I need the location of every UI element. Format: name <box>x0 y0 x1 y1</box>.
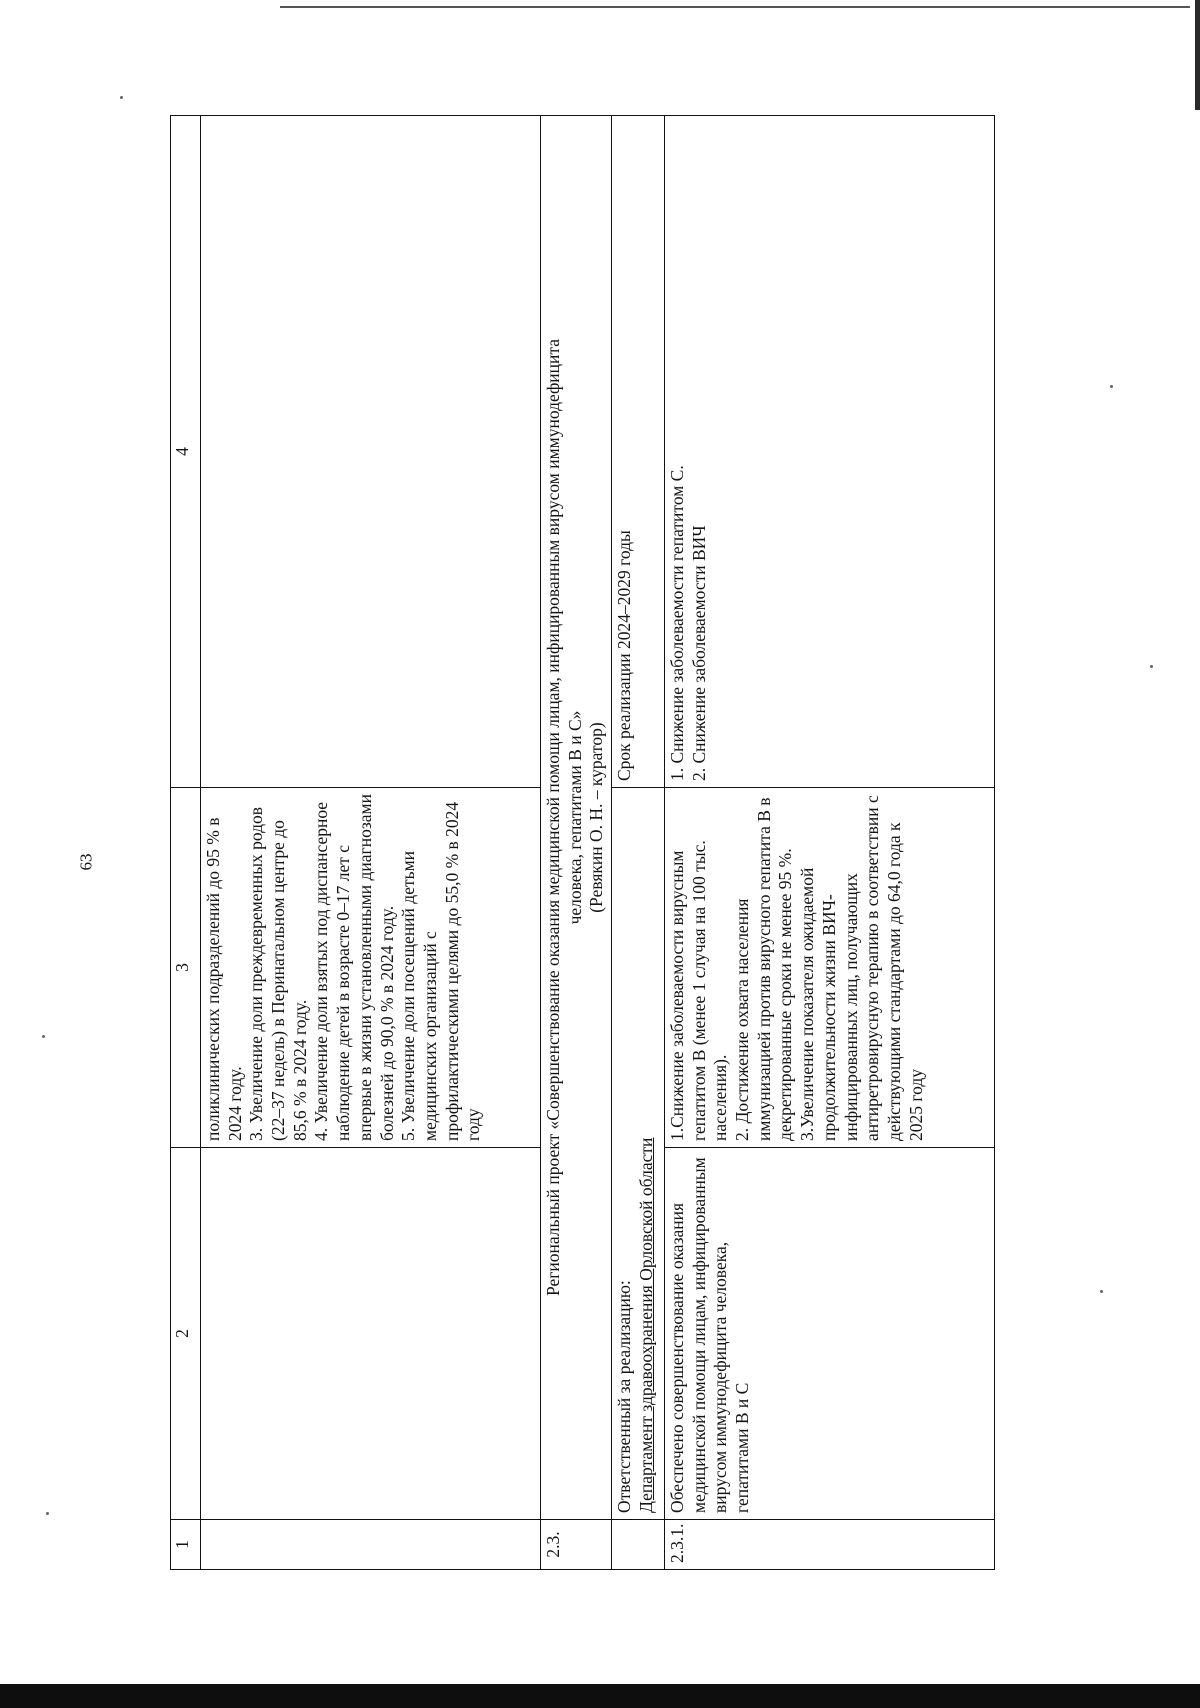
result-item: поликлинических подразделений до 95 % в 2024 году. <box>203 817 245 1141</box>
responsible-label: Ответственный за реализацию: <box>614 1280 634 1513</box>
continuation-name-cell <box>201 1148 541 1520</box>
continuation-results-cell <box>201 788 541 1148</box>
project-number: 2.3. <box>541 1520 612 1570</box>
task-indicators-cell <box>665 116 995 788</box>
column-header: 3 <box>171 788 201 1148</box>
task-name: Обеспечено совершенствование оказания медицинской помощи лицам, инфицированным вирусом иммунодефицита человека, гепатитами В и С <box>665 1148 995 1520</box>
scan-speck <box>1150 665 1153 668</box>
result-item: 3.Увеличение показателя ожидаемой продолжительности жизни ВИЧ-инфицированных лиц, получающих антиретровирусную терапию в соответствии с действующими стандартами до 64,0 года к 2025 году <box>797 795 926 1141</box>
rotated-table-container <box>170 115 1090 1570</box>
page-number: 63 <box>76 853 96 871</box>
continuation-row <box>201 116 541 1570</box>
project-curator: (Ревякин О. Н. – куратор) <box>586 722 607 913</box>
result-item: 1.Снижение заболеваемости вирусным гепатитом В (менее 1 случая на 100 тыс. населения). <box>667 840 731 1141</box>
table-header-row <box>171 116 201 1570</box>
continuation-indicators-cell <box>201 116 541 788</box>
continuation-number-cell <box>201 1520 541 1570</box>
scan-speck <box>1100 1290 1103 1293</box>
indicator-item: 1. Снижение заболеваемости гепатитом С. <box>667 465 687 781</box>
result-item: 2. Достижение охвата населения иммунизацией против вирусного гепатита В в декретированные сроки не менее 95 %. <box>732 797 796 1141</box>
scan-bottom-bar <box>0 1684 1200 1708</box>
indicator-item: 2. Снижение заболеваемости ВИЧ <box>688 525 709 781</box>
responsible-row <box>612 116 665 1570</box>
column-header: 1 <box>171 1520 201 1570</box>
scan-top-edge-line <box>280 6 1190 8</box>
scan-right-edge <box>1195 0 1200 110</box>
column-header: 4 <box>171 116 201 788</box>
result-item: 3. Увеличение доли преждевременных родов (22–37 недель) в Перинатальном центре до 85,6 % в 2024 году. <box>246 806 310 1141</box>
scan-speck <box>1110 385 1113 388</box>
deadline-cell: Срок реализации 2024–2029 годы <box>612 116 665 788</box>
result-item: 4. Увеличение доли взятых под диспансерное наблюдение детей в возрасте 0–17 лет с впервые в жизни установленными диагнозами болезней до 90,0 % в 2024 году. <box>311 794 397 1141</box>
project-title-line: Региональный проект «Совершенствование оказания медицинской помощи лицам, инфицированным вирусом иммунодефицита <box>543 338 563 1297</box>
project-row <box>541 116 612 1570</box>
result-item: 5. Увеличение доли посещений детьми медицинских организаций с профилактическими целями до 55,0 % в 2024 году <box>398 801 484 1141</box>
responsible-empty-cell <box>612 1520 665 1570</box>
document-table <box>170 115 995 1570</box>
scan-speck <box>120 96 123 99</box>
responsible-cell <box>612 788 665 1520</box>
scan-speck <box>42 1035 45 1038</box>
column-header: 2 <box>171 1148 201 1520</box>
scan-speck <box>46 1512 49 1515</box>
task-results-cell <box>665 788 995 1148</box>
project-title-line: человека, гепатитами В и С» <box>564 710 585 925</box>
task-number: 2.3.1. <box>665 1520 995 1570</box>
task-row <box>665 116 995 1570</box>
project-title-cell <box>541 116 612 1520</box>
responsible-department: Департамент здравоохранения Орловской области <box>635 1137 656 1513</box>
